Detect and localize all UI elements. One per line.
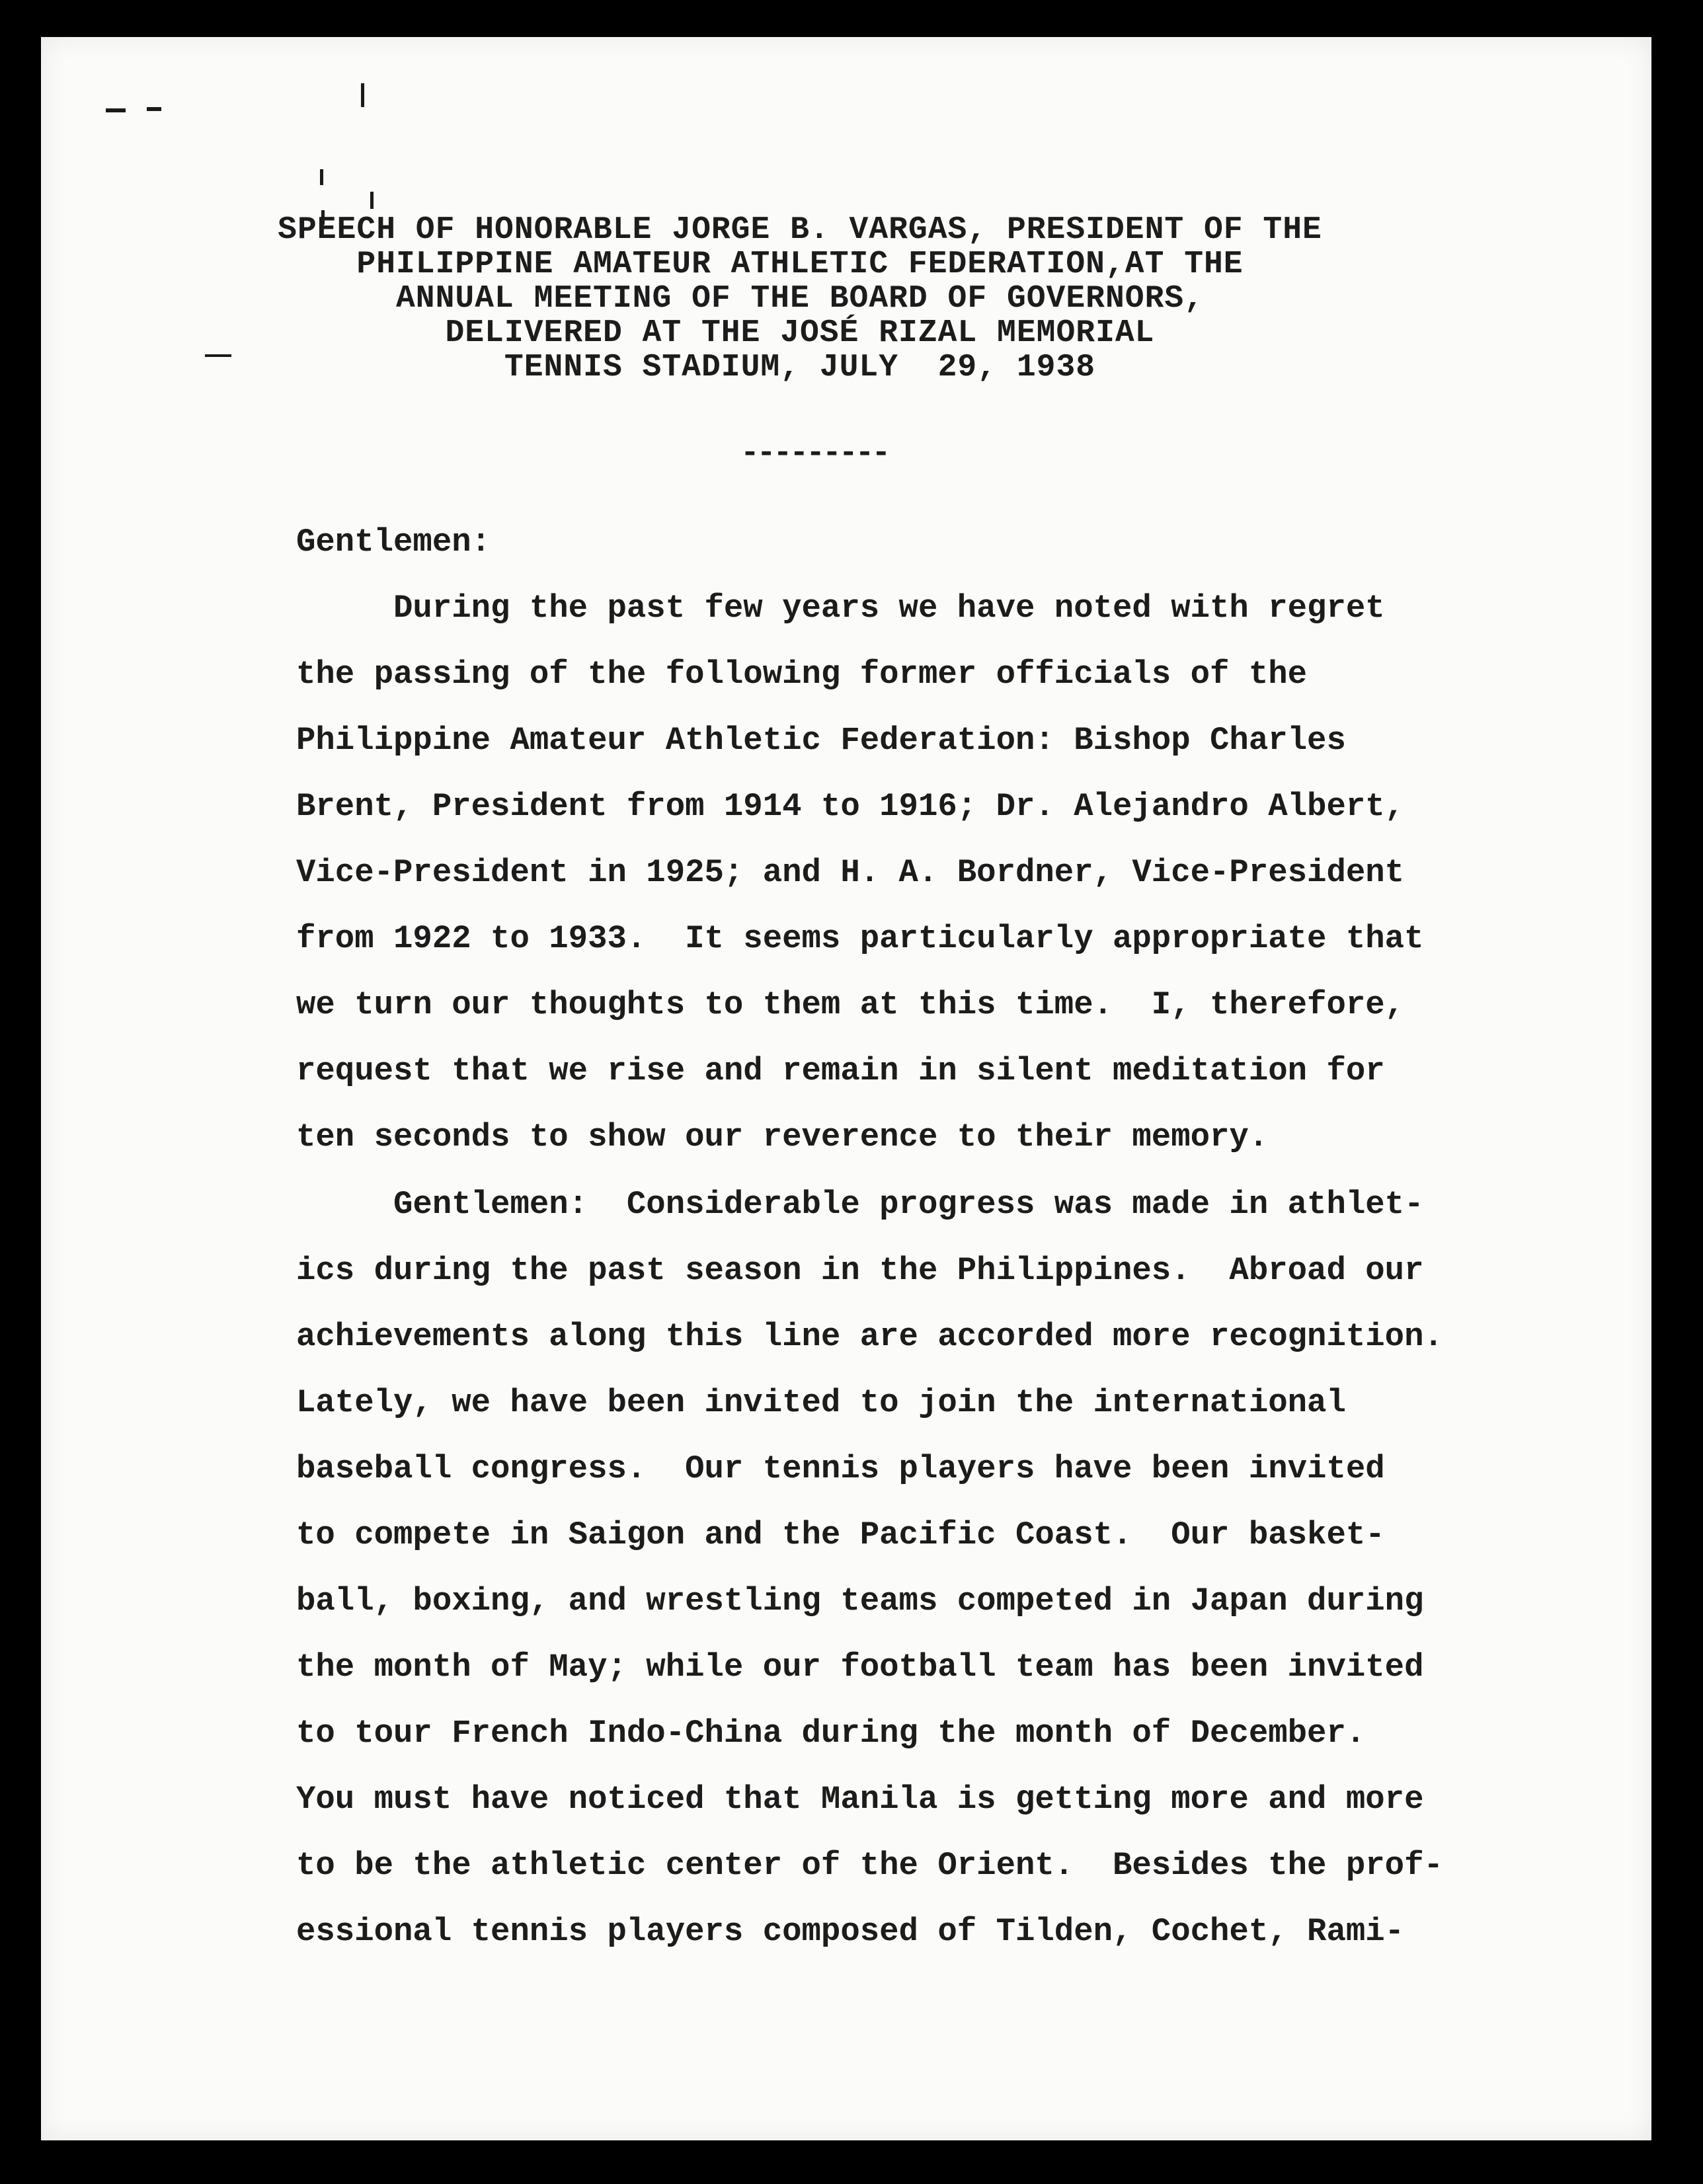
title-line: TENNIS STADIUM, JULY 29, 1938 (504, 350, 1096, 385)
title-line: DELIVERED AT THE JOSÉ RIZAL MEMORIAL (445, 315, 1155, 351)
ink-mark (361, 83, 364, 107)
paragraph-line: the passing of the following former officials of the (296, 656, 1308, 693)
ink-mark (320, 169, 323, 185)
paragraph-line: You must have noticed that Manila is getting more and more (296, 1781, 1424, 1818)
paragraph-line: achievements along this line are accorded more recognition. (296, 1318, 1443, 1355)
paragraph-line: to compete in Saigon and the Pacific Coast. Our basket- (296, 1516, 1385, 1553)
paragraph-line: ten seconds to show our reverence to their memory. (296, 1118, 1269, 1155)
ink-mark (106, 108, 126, 112)
paragraph-line: baseball congress. Our tennis players have been invited (296, 1450, 1385, 1487)
paragraph-line: essional tennis players composed of Tilden, Cochet, Rami- (296, 1913, 1405, 1950)
paragraph-line: Gentlemen: Considerable progress was made in athlet- (296, 1186, 1424, 1223)
paragraph-line: to tour French Indo-China during the month of December. (296, 1715, 1366, 1752)
speech-title (198, 213, 1402, 385)
paragraph-line: Lately, we have been invited to join the international (296, 1384, 1346, 1421)
ink-mark (147, 107, 161, 111)
paragraph-line: Philippine Amateur Athletic Federation: Bishop Charles (296, 722, 1346, 759)
salutation: Gentlemen: (296, 524, 491, 561)
paragraph-line: from 1922 to 1933. It seems particularly appropriate that (296, 920, 1424, 957)
paragraph-line: Vice-President in 1925; and H. A. Bordner, Vice-President (296, 854, 1405, 891)
paragraph-line: we turn our thoughts to them at this time. I, therefore, (296, 986, 1405, 1023)
paragraph-line: the month of May; while our football team has been invited (296, 1649, 1424, 1686)
paragraph-line: Brent, President from 1914 to 1916; Dr. Alejandro Albert, (296, 788, 1405, 825)
paragraph-line: to be the athletic center of the Orient. Besides the prof- (296, 1847, 1443, 1884)
title-line: SPEECH OF HONORABLE JORGE B. VARGAS, PRESIDENT OF THE (278, 212, 1322, 248)
paragraph-line: request that we rise and remain in silent meditation for (296, 1052, 1385, 1089)
ink-mark (370, 192, 374, 209)
paragraph-line: During the past few years we have noted with regret (296, 590, 1385, 627)
title-line: PHILIPPINE AMATEUR ATHLETIC FEDERATION,AT THE (356, 247, 1244, 282)
paragraph-line: ics during the past season in the Philippines. Abroad our (296, 1252, 1424, 1289)
title-line: ANNUAL MEETING OF THE BOARD OF GOVERNORS, (396, 281, 1204, 317)
paragraph-line: ball, boxing, and wrestling teams competed in Japan during (296, 1582, 1424, 1619)
separator-rule: --------- (740, 436, 889, 471)
